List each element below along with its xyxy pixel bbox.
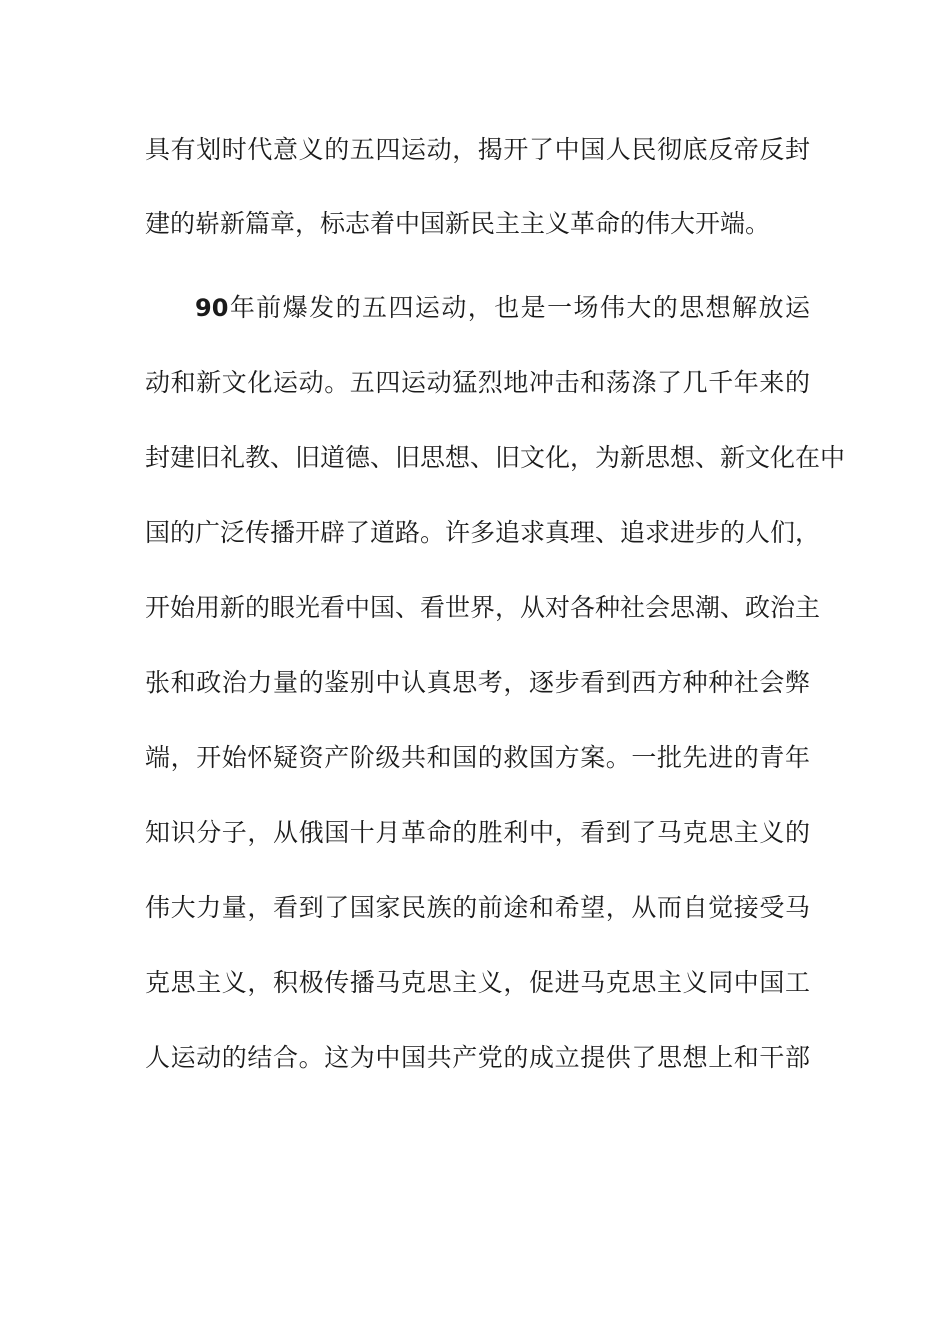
paragraph-1 (145, 135, 810, 283)
text-line: 开始用新的眼光看中国、看世界，从对各种社会思潮、政治主 (145, 593, 821, 622)
text-line: 人运动的结合。这为中国共产党的成立提供了思想上和干部 (145, 1043, 810, 1072)
text-line: 动和新文化运动。五四运动猛烈地冲击和荡涤了几千年来的 (145, 368, 810, 397)
text-line: 封建旧礼教、旧道德、旧思想、旧文化，为新思想、新文化在中 (145, 443, 846, 472)
text-line: 具有划时代意义的五四运动，揭开了中国人民彻底反帝反封 (145, 135, 810, 164)
text-line-first (145, 293, 810, 368)
text-line: 克思主义，积极传播马克思主义，促进马克思主义同中国工 (145, 968, 810, 997)
text-line: 国的广泛传播开辟了道路。许多追求真理、追求进步的人们， (145, 518, 821, 547)
text-line: 端，开始怀疑资产阶级共和国的救国方案。一批先进的青年 (145, 743, 810, 772)
paragraph-2 (145, 293, 846, 1118)
text-line: 建的崭新篇章，标志着中国新民主主义革命的伟大开端。 (145, 209, 771, 238)
text-line: 张和政治力量的鉴别中认真思考，逐步看到西方种种社会弊 (145, 668, 810, 697)
text-line: 伟大力量，看到了国家民族的前途和希望，从而自觉接受马 (145, 893, 810, 922)
text-line: 知识分子，从俄国十月革命的胜利中，看到了马克思主义的 (145, 818, 810, 847)
text-line-first-rest: 年前爆发的五四运动，也是一场伟大的思想解放运 (228, 293, 810, 322)
year-number: 90 (195, 294, 229, 322)
